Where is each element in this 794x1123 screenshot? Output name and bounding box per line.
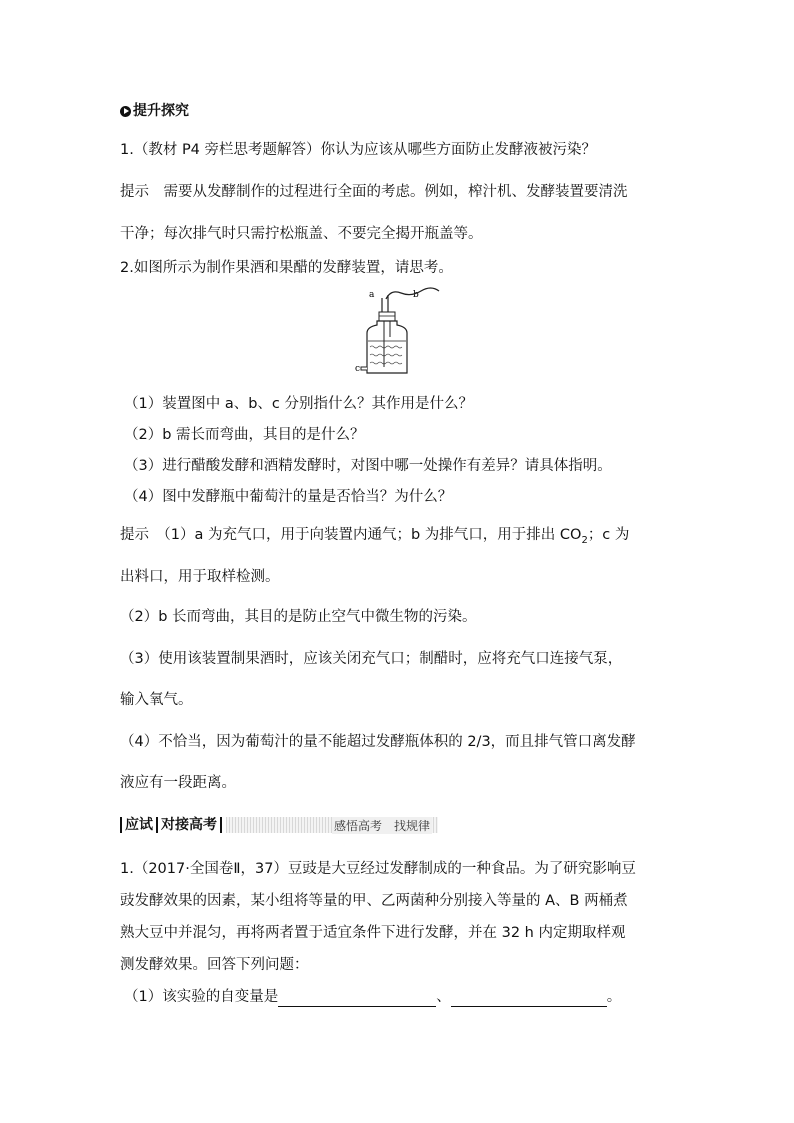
- q1-answer-line2: 干净；每次排气时只需拧松瓶盖、不要完全揭开瓶盖等。: [120, 226, 483, 242]
- figure-label-a: a: [369, 290, 375, 300]
- q2-answer3-line1: （3）使用该装置制果酒时，应该关闭充气口；制醋时，应将充气口连接气泵，: [120, 651, 623, 667]
- q2-answer1-text: 提示 （1）a 为充气口，用于向装置内通气；b 为排气口，用于排出 CO: [120, 527, 582, 543]
- q2-answer1-line2: 出料口，用于取样检测。: [120, 569, 280, 585]
- play-circle-icon: [120, 106, 131, 117]
- q1-answer-line1: 提示 需要从发酵制作的过程进行全面的考虑。例如，榨汁机、发酵装置要清洗: [120, 184, 628, 200]
- exam-sub1: [124, 987, 621, 1007]
- outlet-tube: [361, 367, 367, 370]
- banner-strip: [226, 817, 438, 833]
- answer-blank-1[interactable]: [278, 991, 436, 1007]
- banner-right-text: 感悟高考 找规律: [333, 818, 430, 833]
- q2-answer3-line2: 输入氧气。: [120, 692, 193, 708]
- bottle-cap: [379, 312, 395, 321]
- fermentation-bottle: [367, 321, 407, 373]
- figure-label-c: c: [355, 364, 361, 374]
- q1-question: 1.（教材 P4 旁栏思考题解答）你认为应该从哪些方面防止发酵液被污染？: [120, 142, 597, 158]
- exam-line4: 测发酵效果。回答下列问题：: [120, 957, 309, 973]
- q2-answer2: （2）b 长而弯曲，其目的是防止空气中微生物的污染。: [120, 609, 477, 625]
- answer-blank-2[interactable]: [451, 991, 607, 1007]
- co2-subscript: 2: [581, 534, 588, 546]
- banner-tag-exam: 应试: [120, 817, 156, 833]
- section-banner: [120, 815, 438, 835]
- q2-stem: 2.如图所示为制作果酒和果醋的发酵装置，请思考。: [120, 260, 453, 276]
- q2-answer4-line2: 液应有一段距离。: [120, 775, 236, 791]
- q2-answer1-line1: [120, 525, 629, 551]
- q2-sub1: （1）装置图中 a、b、c 分别指什么？其作用是什么？: [124, 396, 474, 412]
- figure-label-b: b: [413, 290, 419, 300]
- exam-line2: 豉发酵效果的因素，某小组将等量的甲、乙两菌种分别接入等量的 A、B 两桶煮: [120, 893, 628, 909]
- q2-answer4-line1: （4）不恰当，因为葡萄汁的量不能超过发酵瓶体积的 2/3，而且排气管口离发酵: [120, 734, 636, 750]
- fermentation-device-figure: [355, 285, 445, 380]
- q2-sub4: （4）图中发酵瓶中葡萄汁的量是否恰当？为什么？: [124, 489, 453, 505]
- q2-sub3: （3）进行醋酸发酵和酒精发酵时，对图中哪一处操作有差异？请具体指明。: [124, 458, 612, 474]
- exam-line3: 熟大豆中并混匀，再将两者置于适宜条件下进行发酵，并在 32 h 内定期取样观: [120, 925, 626, 941]
- q2-sub2: （2）b 需长而弯曲，其目的是什么？: [124, 427, 365, 443]
- section-heading-text: 提升探究: [133, 103, 189, 119]
- exam-sub1-prefix: （1）该实验的自变量是: [124, 989, 279, 1005]
- section-heading: [120, 101, 189, 121]
- exam-sub1-sep: 、: [436, 989, 451, 1005]
- exam-sub1-end: 。: [606, 989, 622, 1005]
- q2-answer1-text-end: ；c 为: [587, 527, 630, 543]
- banner-tag-connect: 对接高考: [156, 817, 222, 833]
- exam-line1: 1.（2017·全国卷Ⅱ，37）豆豉是大豆经过发酵制成的一种食品。为了研究影响豆: [120, 861, 636, 877]
